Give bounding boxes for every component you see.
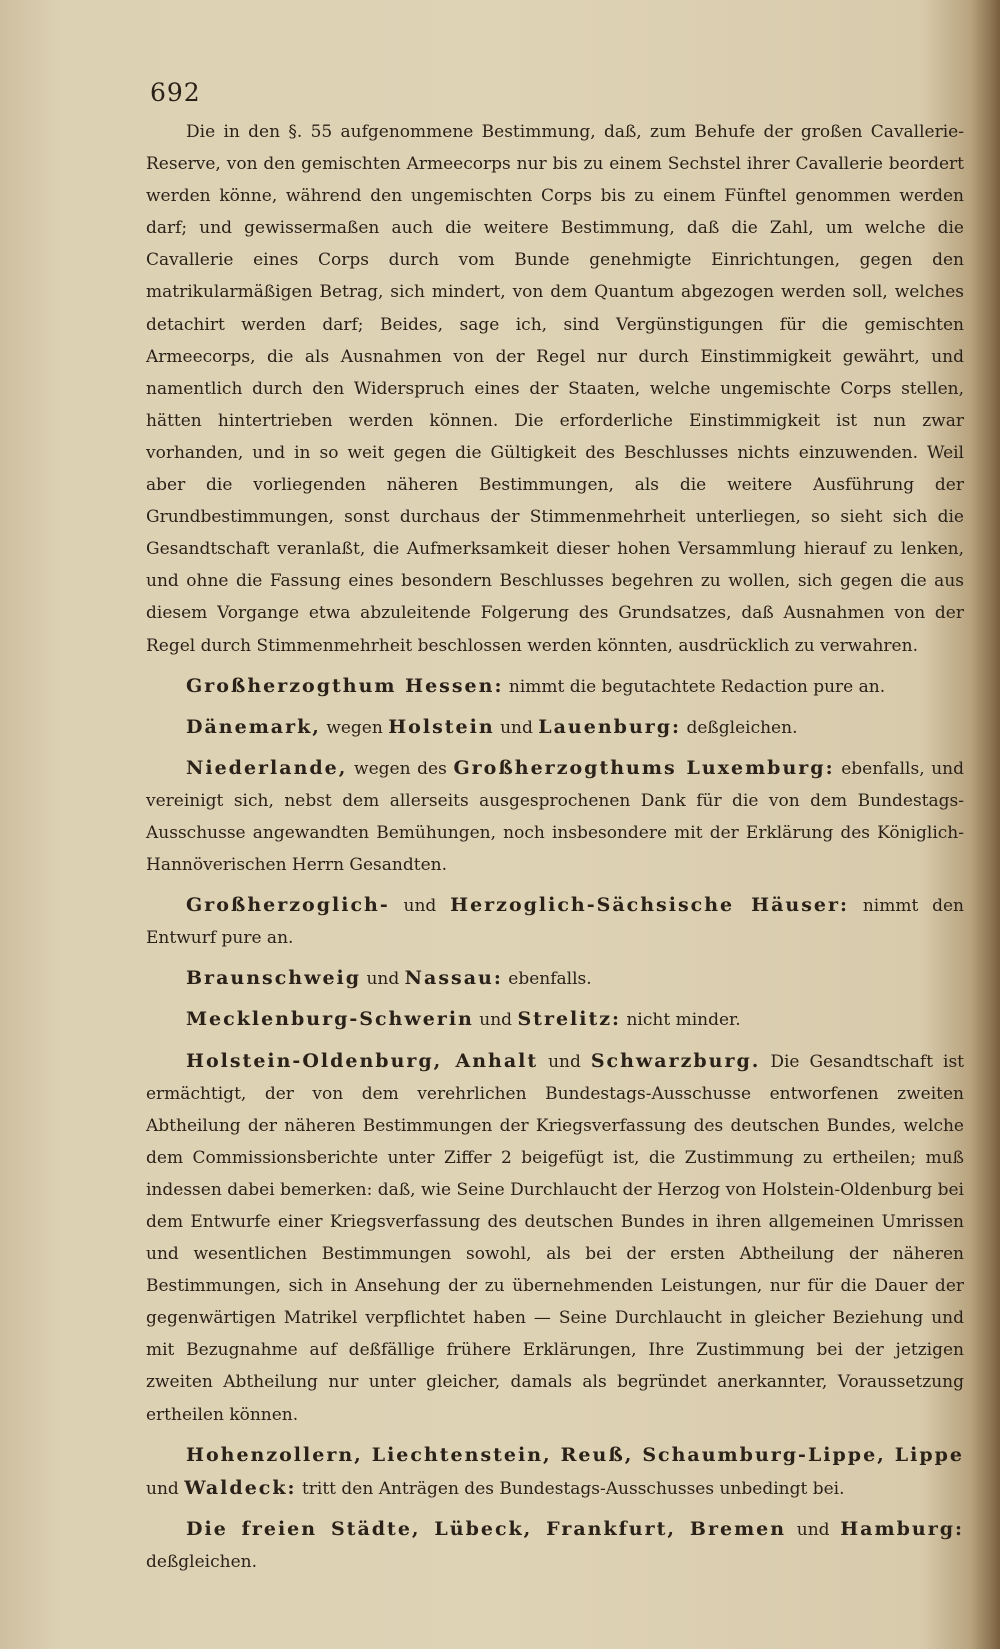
connector-text: wegen des bbox=[354, 758, 447, 779]
vote-freie-staedte bbox=[146, 1513, 964, 1578]
vote-text: nicht minder. bbox=[626, 1010, 741, 1031]
state-name: Großherzogthums Luxemburg: bbox=[453, 756, 835, 779]
page-text bbox=[146, 116, 964, 1578]
state-name: Herzoglich-Sächsische Häuser: bbox=[450, 894, 850, 917]
state-name: Holstein-Oldenburg, Anhalt bbox=[186, 1049, 539, 1072]
vote-saechsische-haeuser bbox=[146, 889, 964, 954]
state-name: Dänemark, bbox=[186, 715, 321, 738]
vote-hohenzollern bbox=[146, 1439, 964, 1505]
state-name: Niederlande, bbox=[186, 756, 348, 779]
state-name: Hohenzollern, Liechtenstein, Reuß, Schaumburg-Lippe, Lippe bbox=[186, 1443, 964, 1466]
state-name: Lauenburg: bbox=[538, 715, 682, 738]
state-name: Die freien Städte, Lübeck, Frankfurt, Bremen bbox=[186, 1517, 787, 1540]
state-name: Großherzogthum Hessen: bbox=[186, 674, 504, 697]
state-name: Strelitz: bbox=[517, 1008, 622, 1031]
vote-text: ebenfalls. bbox=[508, 969, 592, 990]
vote-holstein-oldenburg bbox=[146, 1045, 964, 1431]
vote-mecklenburg bbox=[146, 1003, 964, 1036]
vote-braunschweig-nassau bbox=[146, 962, 964, 995]
connector-text: und bbox=[796, 1519, 830, 1540]
connector-text: und bbox=[146, 1478, 179, 1499]
state-name: Braunschweig bbox=[186, 967, 362, 990]
vote-grossherzogthum-hessen bbox=[146, 670, 964, 703]
connector-text: wegen bbox=[326, 717, 383, 738]
state-name: Hamburg: bbox=[840, 1517, 965, 1540]
vote-text: tritt den Anträgen des Bundestags-Ausschusses unbedingt bei. bbox=[301, 1478, 845, 1499]
vote-text: deßgleichen. bbox=[146, 1551, 257, 1572]
vote-text: ebenfalls, und vereinigt sich, nebst dem allerseits ausgesprochenen Dank für die von dem Bundestags-Ausschusse angewandten Bemühungen, noch insbesondere mit der Erklärung des Königlich-Hannöverischen Herrn Gesandten. bbox=[146, 758, 964, 876]
connector-text: und bbox=[500, 717, 533, 738]
connector-text: und bbox=[479, 1010, 513, 1031]
state-name: Waldeck: bbox=[184, 1476, 297, 1499]
state-name: Schwarzburg. bbox=[590, 1049, 761, 1072]
page-number: 692 bbox=[150, 78, 201, 107]
connector-text: und bbox=[366, 969, 400, 990]
connector-text: und bbox=[403, 896, 437, 917]
vote-text: deßgleichen. bbox=[686, 717, 798, 738]
state-name: Großherzoglich- bbox=[186, 894, 390, 917]
vote-daenemark bbox=[146, 711, 964, 744]
vote-text: Die Gesandtschaft ist ermächtigt, der von dem verehrlichen Bundestags-Ausschusse entworfenen zweiten Abtheilung der näheren Bestimmungen der Kriegsverfassung des deutschen Bundes, welche dem Commissionsberichte unter Ziffer 2 beigefügt ist, die Zustimmung zu ertheilen; muß indessen dabei bemerken: daß, wie Seine Durchlaucht der Herzog von Holstein-Oldenburg bei dem Entwurfe einer Kriegsverfassung des deutschen Bundes in ihren allgemeinen Umrissen und wesentlichen Bestimmungen sowohl, als bei der ersten Abtheilung der näheren Bestimmungen, sich in Ansehung der zu übernehmenden Leistungen, nur für die Dauer der gegenwärtigen Matrikel verpflichtet haben — Seine Durchlaucht in gleicher Beziehung und mit Bezugnahme auf deßfällige frühere Erklärungen, Ihre Zustimmung bei der jetzigen zweiten Abtheilung nur unter gleicher, damals als begründet anerkannter, Voraussetzung ertheilen können. bbox=[146, 1051, 964, 1425]
state-name: Nassau: bbox=[404, 967, 503, 990]
vote-niederlande bbox=[146, 752, 964, 881]
vote-text: nimmt die begutachtete Redaction pure an. bbox=[508, 676, 886, 697]
state-name: Mecklenburg-Schwerin bbox=[186, 1008, 474, 1031]
vote-text: nimmt den Entwurf pure an. bbox=[146, 896, 964, 949]
intro-paragraph: Die in den §. 55 aufgenommene Bestimmung, daß, zum Behufe der großen Cavallerie-Reserve, von den gemischten Armeecorps nur bis zu einem Sechstel ihrer Cavallerie beordert werden könne, während den ungemischten Corps bis zu einem Fünftel genommen werden darf; und gewissermaßen auch die weitere Bestimmung, daß die Zahl, um welche die Cavallerie eines Corps durch vom Bunde genehmigte Einrichtungen, gegen den matrikularmäßigen Betrag, sich mindert, von dem Quantum abgezogen werden soll, welches detachirt werden darf; Beides, sage ich, sind Vergünstigungen für die gemischten Armeecorps, die als Ausnahmen von der Regel nur durch Einstimmigkeit gewährt, und namentlich durch den Widerspruch eines der Staaten, welche ungemischte Corps stellen, hätten hintertrieben werden können. Die erforderliche Einstimmigkeit ist nun zwar vorhanden, und in so weit gegen die Gültigkeit des Beschlusses nichts einzuwenden. Weil aber die vorliegenden näheren Bestimmungen, als die weitere Ausführung der Grundbestimmungen, sonst durchaus der Stimmenmehrheit unterliegen, so sieht sich die Gesandtschaft veranlaßt, die Aufmerksamkeit dieser hohen Versammlung hierauf zu lenken, und ohne die Fassung eines besondern Beschlusses begehren zu wollen, sich gegen die aus diesem Vorgange etwa abzuleitende Folgerung des Grundsatzes, daß Ausnahmen von der Regel durch Stimmenmehrheit beschlossen werden könnten, ausdrücklich zu verwahren. bbox=[146, 122, 964, 656]
state-name: Holstein bbox=[388, 715, 495, 738]
connector-text: und bbox=[548, 1051, 581, 1072]
